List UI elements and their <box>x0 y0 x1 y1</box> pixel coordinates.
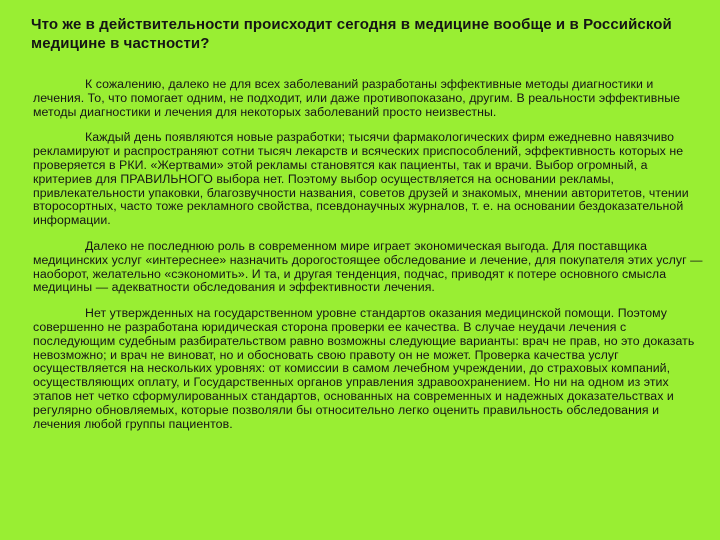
paragraph-2: Каждый день появляются новые разработки; тысячи фармакологических фирм ежедневно навязчиво рекламируют и распространяют сотни тысяч лекарств и всяческих приспособлений, эффективность которых не проверяется в РКИ. «Жертвами» этой рекламы становятся как пациенты, так и врачи. Выбор огромный, а критериев для ПРАВИЛЬНОГО выбора нет. Поэтому выбор осуществляется на основании рекламы, привлекательности упаковки, благозвучности названия, советов друзей и знакомых, мнении авторитетов, чтении второсортных, часто тоже рекламного свойства, псевдонаучных журналов, т. е. на основании бездоказательной информации. <box>33 130 689 228</box>
paragraph-1: К сожалению, далеко не для всех заболеваний разработаны эффективные методы диагностики и лечения. То, что помогает одним, не подходит, или даже противопоказано, другим. В реальности эффективные методы диагностики и лечения для некоторых заболеваний просто неизвестны. <box>33 77 681 119</box>
paragraph-3: Далеко не последнюю роль в современном мире играет экономическая выгода. Для поставщика медицинских услуг «интереснее» назначить дорогостоящее обследование и лечение, для покупателя этих услуг — наоборот, желательно «сэкономить». И та, и другая тенденция, подчас, приводят к потере основного смысла медицины — адекватности обследования и эффективности лечения. <box>33 238 703 295</box>
slide-title: Что же в действительности происходит сегодня в медицине вообще и в Российской медицине в частности? <box>31 16 672 52</box>
paragraph-4: Нет утвержденных на государственном уровне стандартов оказания медицинской помощи. Поэтому совершенно не разработана юридическая сторона проверки ее качества. В случае неудачи лечения с последующим судебным разбирательством равно возможны следующие варианты: врач не прав, но это доказать невозможно; и врач не виноват, но и обосновать свою правоту он не может. Проверка качества услуг осуществляется на нескольких уровнях: от комиссии в самом лечебном учреждении, до страховых компаний, осуществляющих оплату, и Государственных органов управления здравоохранением. Но ни на одном из этих этапов нет четко сформулированных стандартов, основанных на современных и надежных доказательствах и регулярно обновляемых, которые позволяли бы относительно легко оценить правильность обследования и лечения любой группы пациентов. <box>33 306 695 431</box>
slide-body <box>33 78 707 443</box>
